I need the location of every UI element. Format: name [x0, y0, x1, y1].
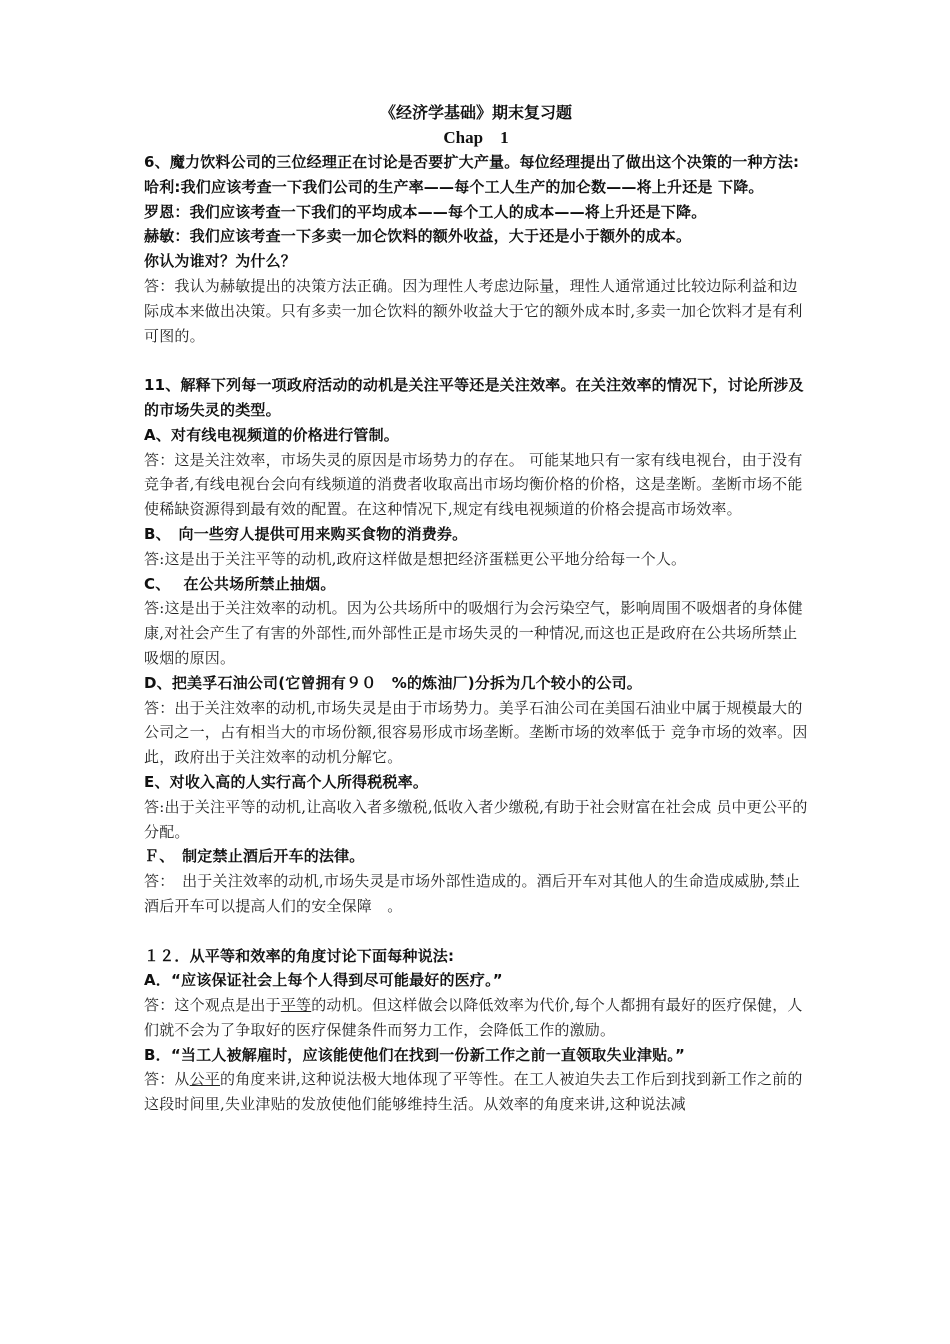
q6-answer: 答：我认为赫敏提出的决策方法正确。因为理性人考虑边际量，理性人通常通过比较边际利益和边际成本来做出决策。只有多卖一加仑饮料的额外收益大于它的额外成本时,多卖一加仑饮料才是有利可图的。	[144, 276, 803, 345]
paragraph-gap	[144, 919, 808, 944]
q12-a-answer-rest: 的动机。但这样做会以降低效率为代价,每个人都拥有最好的医疗保健，人们就不会为了争取好的医疗保健条件而努力工作，会降低工作的激励。	[144, 996, 803, 1039]
q12-b-answer-start: 答：从	[144, 1070, 190, 1089]
q6-harry-method: 哈利:我们应该考查一下我们公司的生产率——每个工人生产的加仑数——将上升还是 下降。	[144, 177, 764, 196]
q11-c-answer: 答:这是出于关注效率的动机。因为公共场所中的吸烟行为会污染空气，影响周围不吸烟者的身体健康,对社会产生了有害的外部性,而外部性正是市场失灵的一种情况,而这也正是政府在公共场所禁止吸烟的原因。	[144, 599, 803, 667]
q11-b-question: B、 向一些穷人提供可用来购买食物的消费券。	[144, 524, 468, 543]
q11-e-question: E、对收入高的人实行高个人所得税税率。	[144, 772, 429, 791]
question-12: １２．从平等和效率的角度讨论下面每种说法:	[144, 946, 455, 965]
q6-ask: 你认为谁对？为什么？	[144, 252, 297, 271]
q12-b-answer-rest: 的角度来讲,这种说法极大地体现了平等性。在工人被迫失去工作后到找到新工作之前的这段时间里,失业津贴的发放使他们能够维持生活。从效率的角度来讲,这种说法减	[144, 1070, 803, 1114]
q12-b-answer-underlined: 公平	[189, 1070, 221, 1089]
q11-d-question: D、把美孚石油公司(它曾拥有９０ %的炼油厂)分拆为几个较小的公司。	[144, 673, 642, 692]
q11-b-answer: 答:这是出于关注平等的动机,政府这样做是想把经济蛋糕更公平地分给每一个人。	[144, 549, 687, 568]
q12-a-question: A．“应该保证社会上每个人得到尽可能最好的医疗。”	[144, 971, 503, 990]
q12-b-question: B．“当工人被解雇时，应该能使他们在找到一份新工作之前一直领取失业津贴。”	[144, 1045, 686, 1064]
q11-f-answer: 答： 出于关注效率的动机,市场失灵是市场外部性造成的。酒后开车对其他人的生命造成威胁,禁止酒后开车可以提高人们的安全保障 。	[144, 872, 801, 915]
q12-a-answer-underlined: 平等	[280, 996, 312, 1015]
q11-f-question: Ｆ、 制定禁止酒后开车的法律。	[144, 847, 365, 866]
question-11: 11、解释下列每一项政府活动的动机是关注平等还是关注效率。在关注效率的情况下，讨论所涉及的市场失灵的类型。	[144, 376, 804, 419]
document-content	[144, 100, 808, 1117]
q11-a-answer: 答：这是关注效率，市场失灵的原因是市场势力的存在。 可能某地只有一家有线电视台，由于没有竞争者,有线电视台会向有线频道的消费者收取高出市场均衡价格的价格，这是垄断。垄断市场不能使稀缺资源得到最有效的配置。在这种情况下,规定有线电视频道的价格会提高市场效率。	[144, 450, 803, 519]
chapter-heading: Chap 1	[443, 128, 509, 147]
q11-c-question: C、 在公共场所禁止抽烟。	[144, 574, 336, 593]
q12-b-answer	[144, 1067, 808, 1117]
paragraph-gap	[144, 348, 808, 373]
q11-e-answer: 答:出于关注平等的动机,让高收入者多缴税,低收入者少缴税,有助于社会财富在社会成 员中更公平的分配。	[144, 797, 808, 841]
q6-ron-method: 罗恩：我们应该考查一下我们的平均成本——每个工人的成本——将上升还是下降。	[144, 202, 707, 221]
q12-a-answer-start: 答：这个观点是出于	[144, 996, 281, 1015]
question-6: 6、魔力饮料公司的三位经理正在讨论是否要扩大产量。每位经理提出了做出这个决策的一种方法:	[144, 153, 800, 171]
q6-hermione-method: 赫敏：我们应该考查一下多卖一加仑饮料的额外收益，大于还是小于额外的成本。	[144, 227, 692, 246]
q11-a-question: A、对有线电视频道的价格进行管制。	[144, 425, 400, 444]
q12-a-answer	[144, 993, 808, 1043]
document-title: 《经济学基础》期末复习题	[379, 103, 572, 122]
q11-d-answer: 答：出于关注效率的动机,市场失灵是由于市场势力。美孚石油公司在美国石油业中属于规模最大的公司之一，占有相当大的市场份额,很容易形成市场垄断。垄断市场的效率低于 竞争市场的效率。因此，政府出于关注效率的动机分解它。	[144, 698, 808, 767]
